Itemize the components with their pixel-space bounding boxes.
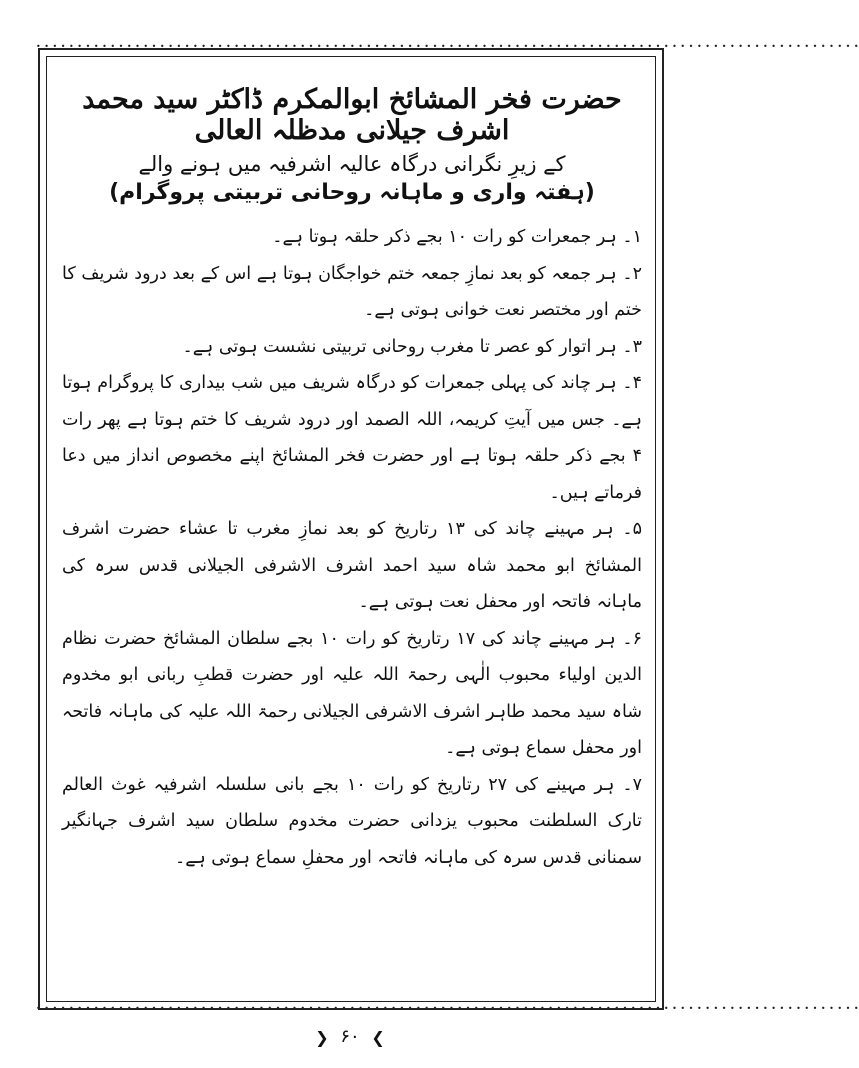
list-item: ۲۔ ہر جمعہ کو بعد نمازِ جمعہ ختم خواجگان ہوتا ہے اس کے بعد درود شریف کا ختم اور مختصر نعت خوانی ہوتی ہے۔ — [62, 263, 642, 320]
program-title: (ہفتہ واری و ماہانہ روحانی تربیتی پروگرام) — [109, 180, 595, 205]
page-number-footer — [0, 1026, 700, 1047]
list-item: ۱۔ ہر جمعرات کو رات ۱۰ بجے ذکر حلقہ ہوتا ہے۔ — [272, 227, 642, 247]
page-heading: حضرت فخر المشائخ ابوالمکرم ڈاکٹر سید محمد اشرف جیلانی مدظلہ العالی — [82, 84, 622, 146]
list-item: ۴۔ ہر چاند کی پہلی جمعرات کو درگاہ شریف میں شب بیداری کا پروگرام ہوتا ہے۔ جس میں آیتِ کریمہ، اللہ الصمد اور درود شریف کا ختم ہوتا ہے پھر رات ۴ بجے ذکر حلقہ ہوتا ہے اور حضرت فخر المشائخ اپنے مخصوص انداز میں دعا فرماتے ہیں۔ — [62, 373, 642, 503]
ornament-right-icon: ❯ — [371, 1027, 385, 1047]
document-body — [62, 70, 642, 876]
top-dotted-border: • • • • • • • • • • • • • • • • • • • • • • • • • • • • • • • • • • • • • • • • • • • • • • • • • • • • • • • • • • • • • • • • • • • • • • • • • • • • • • • • • • • • • • • • • • • • • • • • • • • • — [36, 42, 859, 51]
list-item: ۷۔ ہر مہینے کی ۲۷ رتاریخ کو رات ۱۰ بجے بانی سلسلہ اشرفیہ غوث العالم تارک السلطنت محبوب یزدانی حضرت مخدوم سلطان سید اشرف جہانگیر سمنانی قدس سرہ کی ماہانہ فاتحہ اور محفلِ سماع ہوتی ہے۔ — [62, 774, 642, 868]
ornament-left-icon: ❮ — [315, 1027, 329, 1047]
page-number: ۶۰ — [340, 1026, 360, 1047]
list-item: ۶۔ ہر مہینے چاند کی ۱۷ رتاریخ کو رات ۱۰ بجے سلطان المشائخ حضرت نظام الدین اولیاء محبوب الٰہی رحمۃ اللہ علیہ اور حضرت قطبِ ربانی ابو مخدوم شاہ سید محمد طاہر اشرف الاشرفی الجیلانی رحمۃ اللہ علیہ کی ماہانہ فاتحہ اور محفل سماع ہوتی ہے۔ — [62, 628, 643, 758]
list-item: ۳۔ ہر اتوار کو عصر تا مغرب روحانی تربیتی نشست ہوتی ہے۔ — [182, 336, 642, 357]
bottom-dotted-border: • • • • • • • • • • • • • • • • • • • • • • • • • • • • • • • • • • • • • • • • • • • • • • • • • • • • • • • • • • • • • • • • • • • • • • • • • • • • • • • • • • • • • • • • • • • • • • • • • • • • — [36, 1004, 859, 1013]
list-item: ۵۔ ہر مہینے چاند کی ۱۳ رتاریخ کو بعد نمازِ مغرب تا عشاء حضرت اشرف المشائخ ابو محمد شاہ سید احمد اشرف الاشرفی الجیلانی قدس سرہ کی ماہانہ فاتحہ اور محفل نعت ہوتی ہے۔ — [62, 519, 643, 612]
page-subheading: کے زیرِ نگرانی درگاہ عالیہ اشرفیہ میں ہونے والے — [138, 152, 566, 176]
